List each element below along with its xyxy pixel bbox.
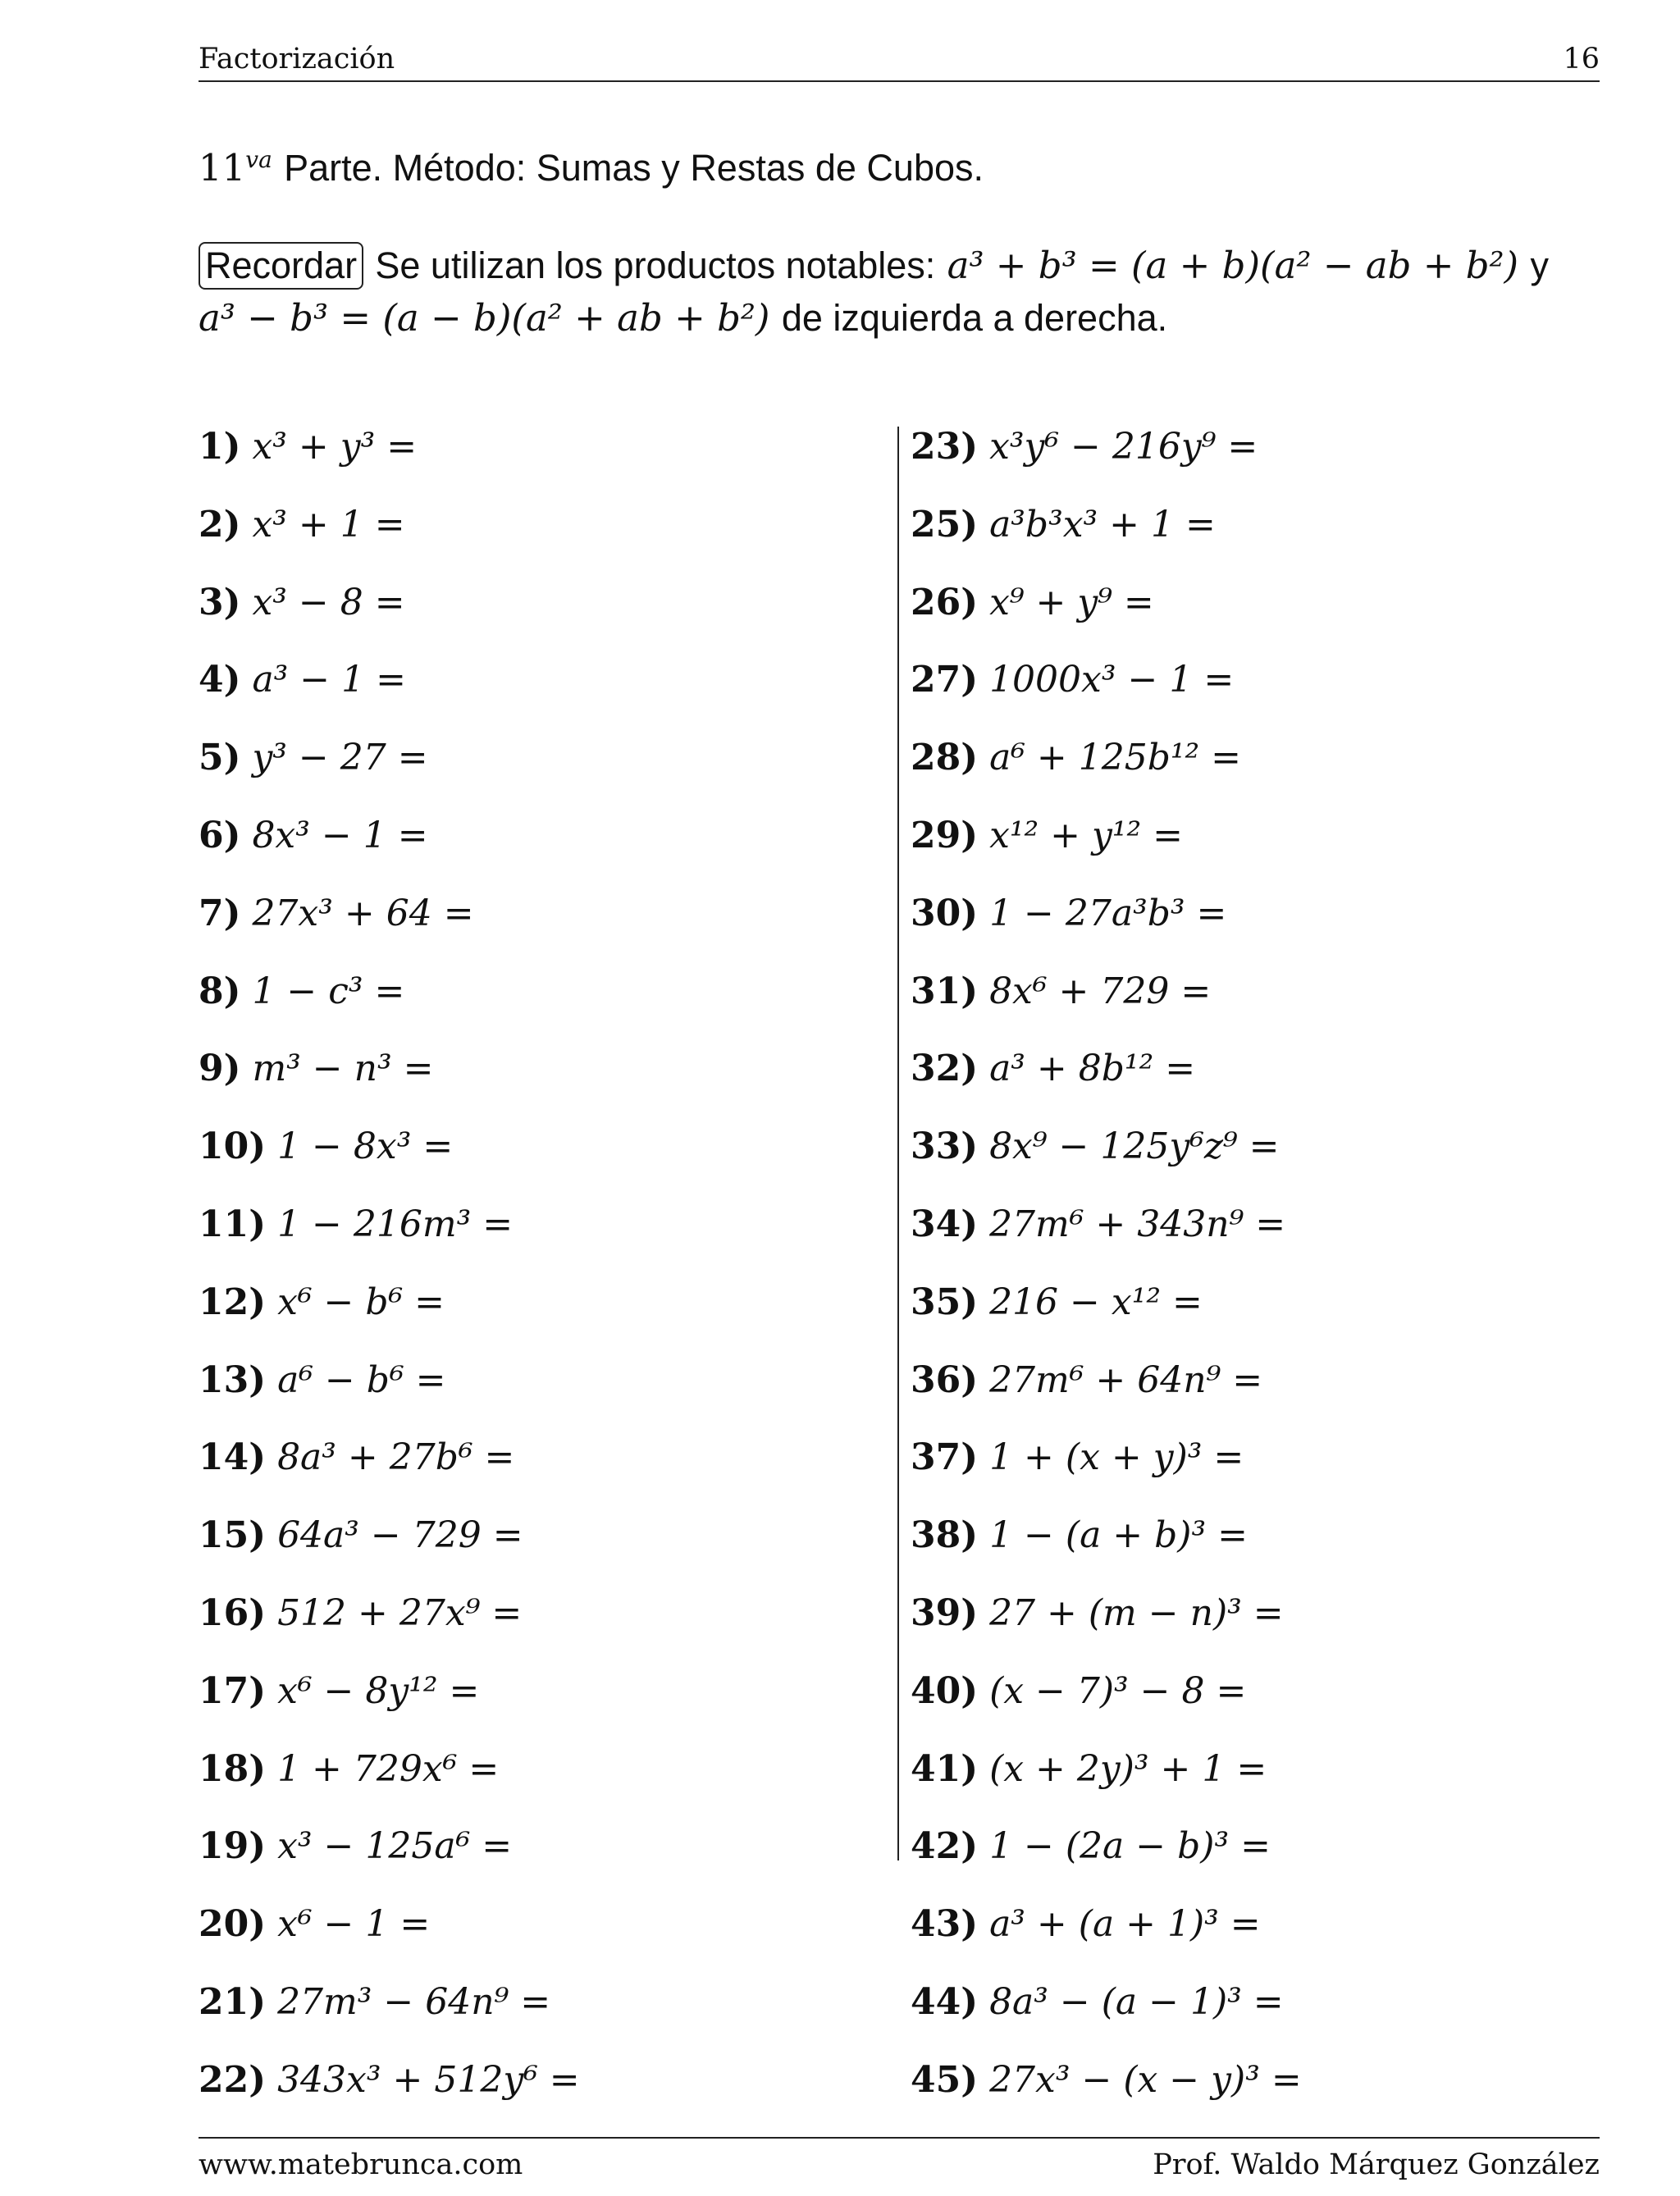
- exercise-expression: x⁶ − 1 =: [277, 1903, 431, 1946]
- exercise-expression: 8a³ + 27b⁶ =: [277, 1436, 515, 1479]
- section-ordinal: [199, 146, 272, 189]
- exercise-expression: 8x⁹ − 125y⁶z⁹ =: [989, 1125, 1280, 1168]
- exercise-expression: 27m³ − 64n⁹ =: [277, 1980, 551, 2023]
- exercise-item: [911, 1354, 1302, 1431]
- exercise-number: 15): [199, 1514, 267, 1557]
- exercise-number: 43): [911, 1903, 979, 1946]
- exercise-item: [199, 1897, 580, 1975]
- exercise-expression: 8x⁶ + 729 =: [989, 970, 1212, 1012]
- reminder-text-end: de izquierda a derecha.: [781, 297, 1168, 339]
- exercise-item: [911, 1819, 1302, 1897]
- exercise-expression: (x + 2y)³ + 1 =: [989, 1747, 1267, 1790]
- exercise-item: [911, 498, 1302, 576]
- exercise-item: [911, 1587, 1302, 1664]
- exercise-number: 30): [911, 892, 979, 934]
- exercise-item: [911, 1042, 1302, 1120]
- exercise-item: [199, 965, 580, 1043]
- exercise-expression: x³y⁶ − 216y⁹ =: [989, 426, 1258, 468]
- exercise-item: [911, 809, 1302, 887]
- exercise-expression: 27x³ + 64 =: [252, 892, 474, 934]
- exercise-item: [199, 1042, 580, 1120]
- exercise-number: 18): [199, 1747, 267, 1790]
- exercise-number: 12): [199, 1281, 267, 1323]
- exercise-number: 41): [911, 1747, 979, 1790]
- exercise-expression: x⁶ − 8y¹² =: [277, 1669, 480, 1712]
- exercise-number: 17): [199, 1669, 267, 1712]
- reminder-line-1: [199, 240, 1600, 292]
- exercise-expression: 1000x³ − 1 =: [989, 659, 1235, 701]
- exercise-expression: 27 + (m − n)³ =: [989, 1591, 1284, 1634]
- exercise-list-left: [199, 420, 580, 2131]
- exercise-expression: 512 + 27x⁹ =: [277, 1591, 523, 1634]
- exercise-expression: a³ − 1 =: [252, 659, 406, 701]
- exercise-expression: 64a³ − 729 =: [277, 1514, 523, 1557]
- exercise-expression: x⁶ − b⁶ =: [277, 1281, 445, 1323]
- exercise-number: 25): [911, 503, 979, 546]
- header-title: Factorización: [199, 43, 395, 75]
- page-number: 16: [1563, 43, 1600, 75]
- section-title: [199, 146, 984, 189]
- exercise-number: 19): [199, 1825, 267, 1868]
- reminder-paragraph: [199, 240, 1600, 345]
- exercise-expression: x⁹ + y⁹ =: [989, 581, 1154, 623]
- exercise-number: 39): [911, 1591, 979, 1634]
- exercise-number: 6): [199, 814, 241, 856]
- reminder-conjunction: y: [1530, 244, 1549, 286]
- exercise-expression: 8x³ − 1 =: [252, 814, 428, 856]
- exercise-number: 11): [199, 1203, 267, 1245]
- page-footer: [199, 2137, 1600, 2196]
- sum-of-cubes-formula: a³ + b³ = (a + b)(a² − ab + b²): [947, 244, 1519, 287]
- exercise-expression: 1 − c³ =: [252, 970, 405, 1012]
- exercise-number: 4): [199, 659, 241, 701]
- exercise-expression: x¹² + y¹² =: [989, 814, 1183, 856]
- exercise-number: 45): [911, 2058, 979, 2101]
- exercise-expression: a³ + (a + 1)³ =: [989, 1903, 1261, 1946]
- exercise-expression: 27m⁶ + 64n⁹ =: [989, 1358, 1263, 1401]
- reminder-text: Se utilizan los productos notables:: [375, 244, 936, 286]
- section-title-text: Parte. Método: Sumas y Restas de Cubos.: [284, 147, 984, 189]
- exercise-number: 2): [199, 503, 241, 546]
- exercise-item: [199, 1198, 580, 1276]
- exercise-number: 14): [199, 1436, 267, 1479]
- exercise-number: 22): [199, 2058, 267, 2101]
- exercise-expression: y³ − 27 =: [252, 737, 428, 779]
- exercise-expression: 8a³ − (a − 1)³ =: [989, 1980, 1284, 2023]
- exercise-number: 21): [199, 1980, 267, 2023]
- exercise-item: [199, 498, 580, 576]
- exercise-item: [911, 731, 1302, 809]
- exercise-item: [911, 2053, 1302, 2131]
- exercise-number: 23): [911, 426, 979, 468]
- exercise-item: [911, 1664, 1302, 1742]
- exercise-number: 38): [911, 1514, 979, 1557]
- exercise-item: [199, 1664, 580, 1742]
- ordinal-suffix: va: [245, 146, 272, 173]
- exercise-item: [911, 1975, 1302, 2053]
- exercise-expression: a³ + 8b¹² =: [989, 1048, 1196, 1090]
- reminder-line-2: [199, 292, 1600, 345]
- exercise-item: [199, 1276, 580, 1354]
- exercise-item: [199, 1819, 580, 1897]
- exercise-item: [199, 731, 580, 809]
- exercise-number: 9): [199, 1048, 241, 1090]
- exercise-number: 26): [911, 581, 979, 623]
- page-header: [199, 39, 1600, 82]
- exercise-expression: 1 − 27a³b³ =: [989, 892, 1227, 934]
- exercise-expression: x³ − 8 =: [252, 581, 405, 623]
- exercise-expression: a⁶ − b⁶ =: [277, 1358, 446, 1401]
- exercise-expression: 216 − x¹² =: [989, 1281, 1203, 1323]
- exercise-number: 13): [199, 1358, 267, 1401]
- exercise-number: 44): [911, 1980, 979, 2023]
- exercise-number: 37): [911, 1436, 979, 1479]
- exercise-item: [911, 653, 1302, 731]
- exercise-item: [199, 1742, 580, 1820]
- exercise-number: 8): [199, 970, 241, 1012]
- exercise-expression: x³ + y³ =: [252, 426, 418, 468]
- exercise-item: [199, 420, 580, 498]
- exercise-item: [199, 2053, 580, 2131]
- exercise-item: [199, 1354, 580, 1431]
- footer-website: www.matebrunca.com: [199, 2148, 523, 2181]
- column-divider: [897, 427, 899, 1860]
- exercise-item: [199, 1975, 580, 2053]
- exercise-item: [911, 887, 1302, 965]
- exercise-number: 33): [911, 1125, 979, 1168]
- difference-of-cubes-formula: a³ − b³ = (a − b)(a² + ab + b²): [199, 296, 770, 340]
- exercise-item: [199, 1120, 580, 1198]
- exercise-item: [911, 1276, 1302, 1354]
- exercise-number: 42): [911, 1825, 979, 1868]
- exercise-number: 7): [199, 892, 241, 934]
- exercise-item: [911, 1431, 1302, 1509]
- exercise-expression: 27x³ − (x − y)³ =: [989, 2058, 1302, 2101]
- exercise-expression: 1 − 8x³ =: [277, 1125, 454, 1168]
- exercise-number: 10): [199, 1125, 267, 1168]
- exercise-item: [199, 809, 580, 887]
- exercise-expression: 1 − 216m³ =: [277, 1203, 514, 1245]
- exercise-expression: x³ − 125a⁶ =: [277, 1825, 513, 1868]
- exercise-number: 35): [911, 1281, 979, 1323]
- exercise-item: [911, 1120, 1302, 1198]
- exercise-item: [199, 1509, 580, 1587]
- exercise-expression: 1 + (x + y)³ =: [989, 1436, 1244, 1479]
- exercise-item: [911, 420, 1302, 498]
- exercise-expression: 1 − (2a − b)³ =: [989, 1825, 1271, 1868]
- exercise-item: [199, 1587, 580, 1664]
- exercise-number: 32): [911, 1048, 979, 1090]
- exercise-number: 31): [911, 970, 979, 1012]
- exercise-number: 40): [911, 1669, 979, 1712]
- exercise-item: [199, 1431, 580, 1509]
- exercise-item: [911, 965, 1302, 1043]
- exercise-number: 36): [911, 1358, 979, 1401]
- exercise-number: 5): [199, 737, 241, 779]
- footer-author: Prof. Waldo Márquez González: [1153, 2148, 1600, 2181]
- reminder-badge: Recordar: [199, 242, 363, 290]
- exercise-number: 20): [199, 1903, 267, 1946]
- exercise-expression: x³ + 1 =: [252, 503, 405, 546]
- exercise-expression: (x − 7)³ − 8 =: [989, 1669, 1247, 1712]
- exercise-number: 27): [911, 659, 979, 701]
- exercise-number: 16): [199, 1591, 267, 1634]
- exercise-number: 34): [911, 1203, 979, 1245]
- exercise-list-right: [911, 420, 1302, 2131]
- ordinal-number: 11: [199, 146, 246, 189]
- exercise-number: 28): [911, 737, 979, 779]
- exercise-expression: 343x³ + 512y⁶ =: [277, 2058, 580, 2101]
- exercise-expression: a³b³x³ + 1 =: [989, 503, 1216, 546]
- exercise-expression: 1 − (a + b)³ =: [989, 1514, 1248, 1557]
- exercise-number: 3): [199, 581, 241, 623]
- exercise-number: 1): [199, 426, 241, 468]
- exercise-item: [911, 1742, 1302, 1820]
- exercise-expression: m³ − n³ =: [252, 1048, 434, 1090]
- exercise-item: [199, 576, 580, 654]
- exercise-item: [911, 576, 1302, 654]
- exercise-expression: a⁶ + 125b¹² =: [989, 737, 1242, 779]
- exercise-item: [911, 1897, 1302, 1975]
- exercise-item: [911, 1198, 1302, 1276]
- exercise-expression: 27m⁶ + 343n⁹ =: [989, 1203, 1286, 1245]
- exercise-item: [911, 1509, 1302, 1587]
- exercise-item: [199, 653, 580, 731]
- exercise-number: 29): [911, 814, 979, 856]
- exercise-expression: 1 + 729x⁶ =: [277, 1747, 500, 1790]
- exercise-item: [199, 887, 580, 965]
